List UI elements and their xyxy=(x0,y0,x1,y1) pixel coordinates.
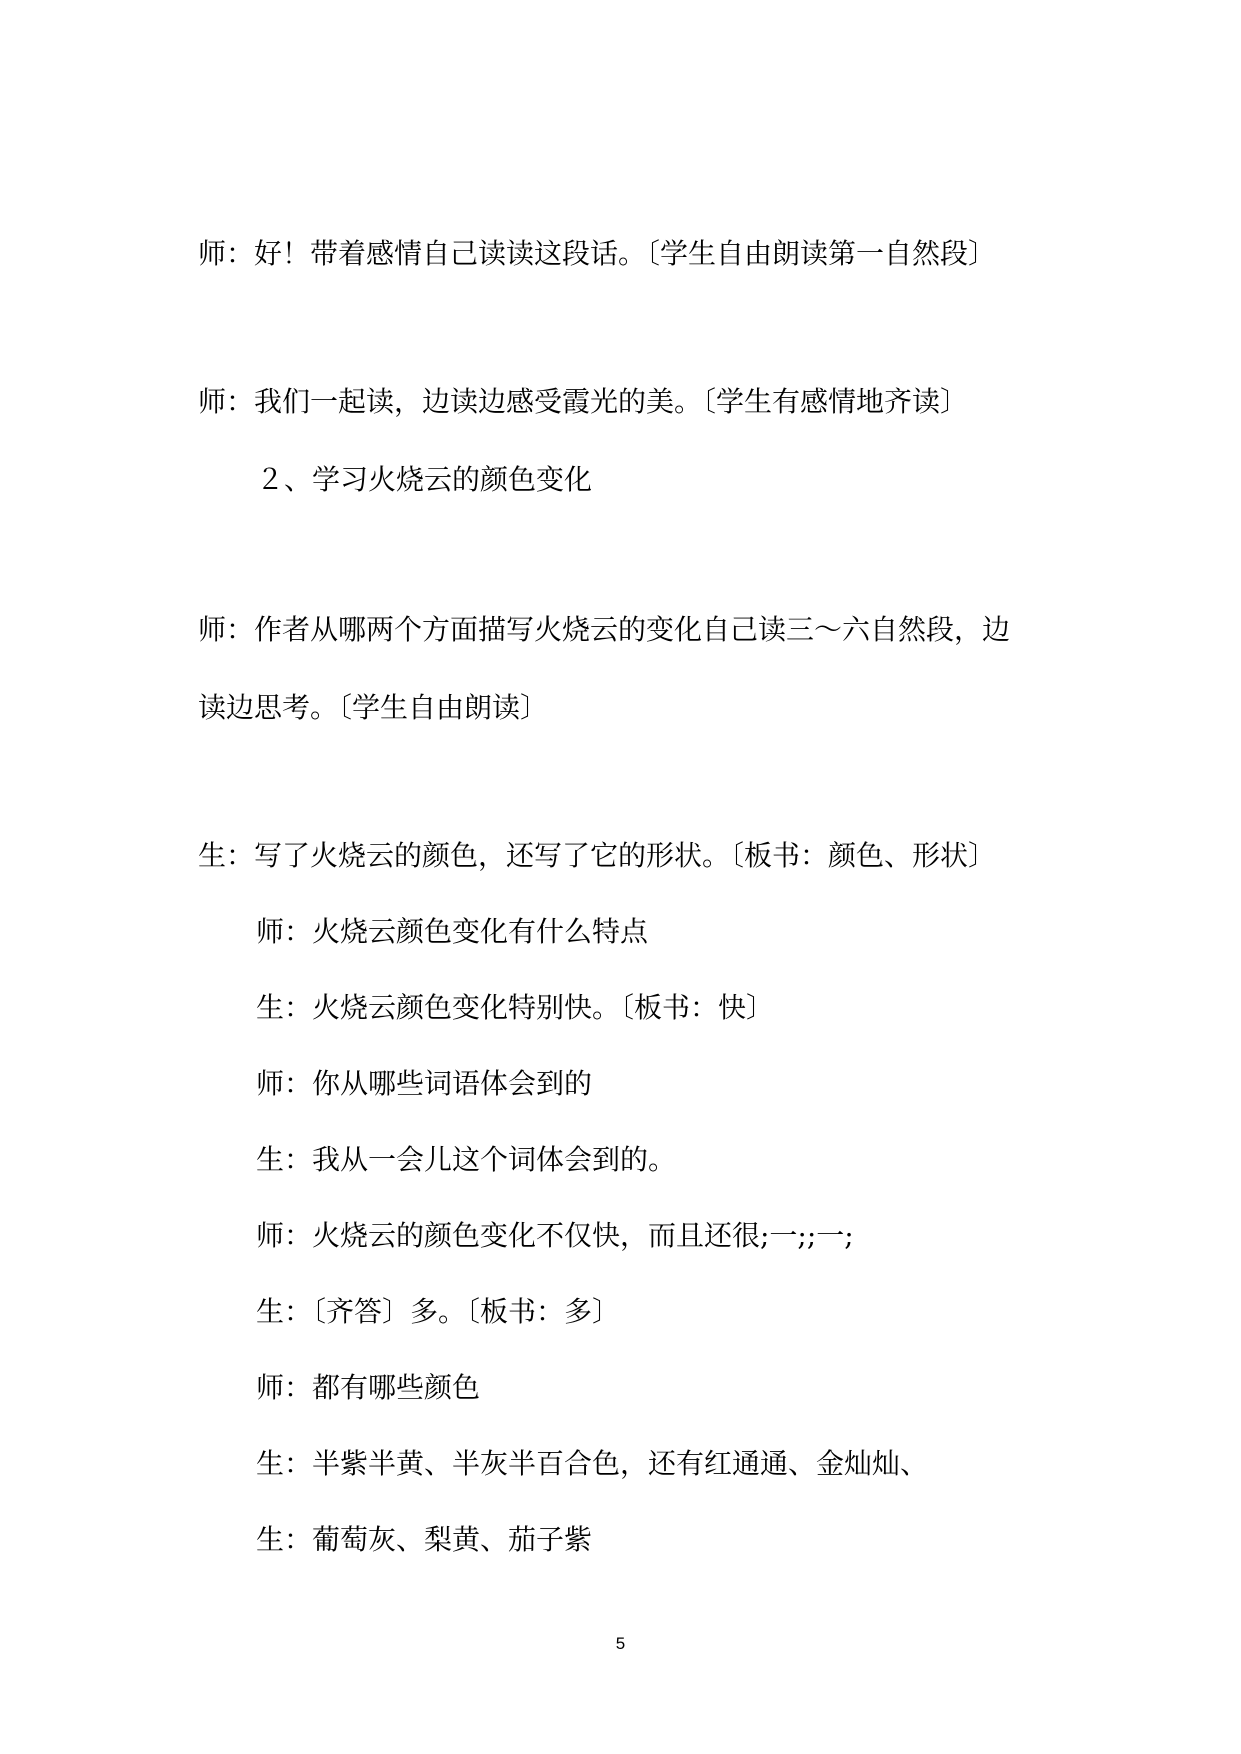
paragraph-line: 师：你从哪些词语体会到的 xyxy=(256,1067,593,1100)
page-number: 5 xyxy=(615,1634,626,1653)
paragraph-line: 师：好！带着感情自己读读这段话。〔学生自由朗读第一自然段〕 xyxy=(198,237,997,270)
paragraph-line: 师：火烧云的颜色变化不仅快，而且还很;一;;一; xyxy=(256,1219,854,1252)
paragraph-line: 生：写了火烧云的颜色，还写了它的形状。〔板书：颜色、形状〕 xyxy=(198,839,997,872)
paragraph-line: 生：我从一会儿这个词体会到的。 xyxy=(256,1143,677,1176)
paragraph-line: 生：火烧云颜色变化特别快。〔板书：快〕 xyxy=(256,991,775,1024)
paragraph-line: 师：我们一起读，边读边感受霞光的美。〔学生有感情地齐读〕 xyxy=(198,385,969,418)
paragraph-line: 师：作者从哪两个方面描写火烧云的变化自己读三～六自然段，边 xyxy=(198,613,1011,646)
paragraph-line: 师：火烧云颜色变化有什么特点 xyxy=(256,915,649,948)
paragraph-line: 读边思考。〔学生自由朗读〕 xyxy=(198,691,549,724)
paragraph-line: 师：都有哪些颜色 xyxy=(256,1371,481,1404)
section-heading: ２、学习火烧云的颜色变化 xyxy=(256,463,593,496)
paragraph-line: 生：半紫半黄、半灰半百合色，还有红通通、金灿灿、 xyxy=(256,1447,929,1480)
paragraph-line: 生：葡萄灰、梨黄、茄子紫 xyxy=(256,1523,593,1556)
paragraph-line: 生：〔齐答〕多。〔板书：多〕 xyxy=(256,1295,621,1328)
